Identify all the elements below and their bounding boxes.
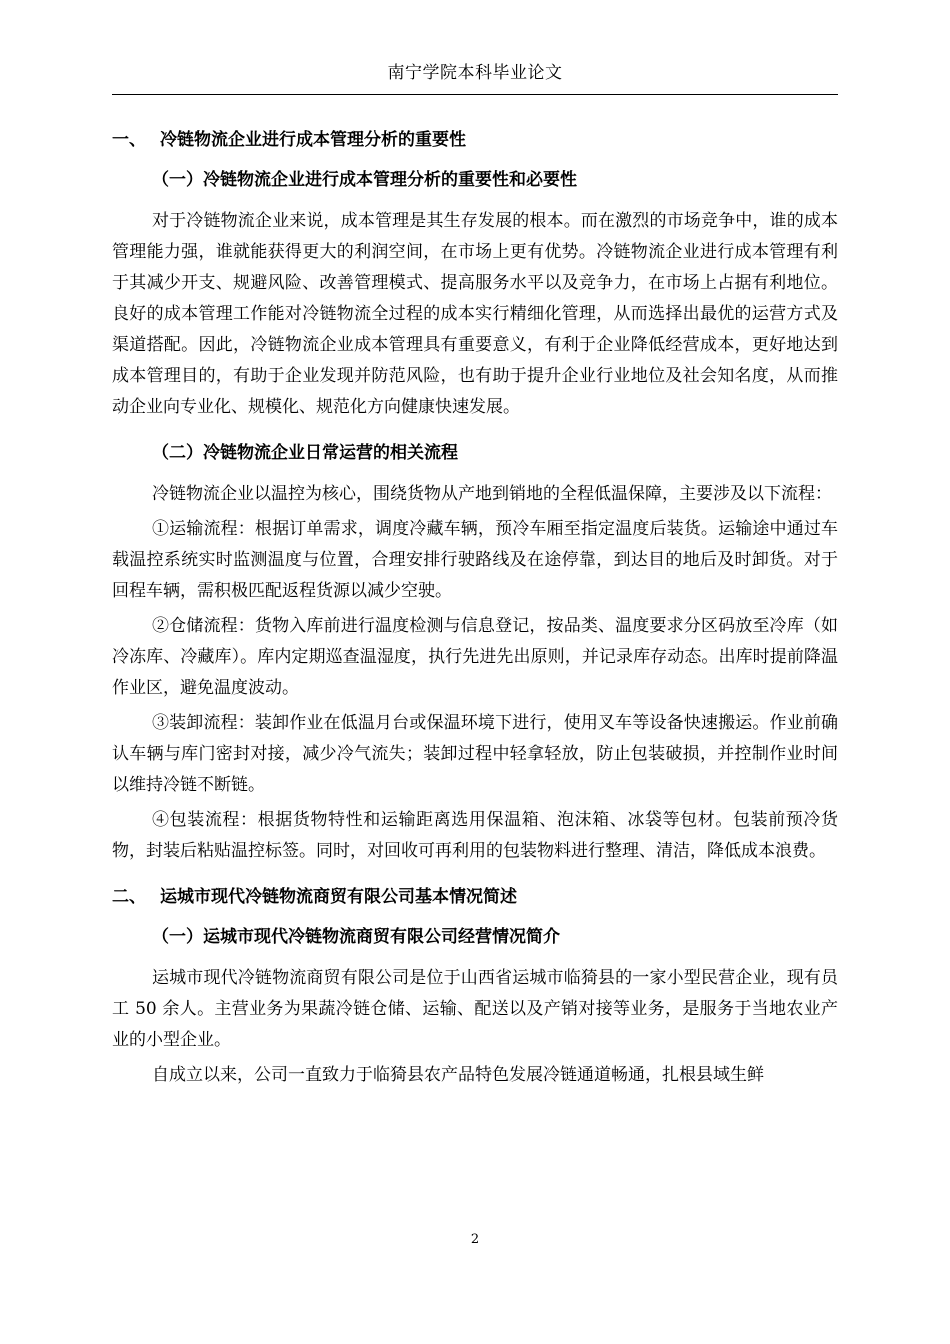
section-title: 冷链物流企业进行成本管理分析的重要性	[160, 130, 466, 150]
section-title: 运城市现代冷链物流商贸有限公司基本情况简述	[160, 887, 517, 907]
page-number: 2	[470, 1232, 480, 1247]
list-item-loading: ③装卸流程：装卸作业在低温月台或保温环境下进行，使用叉车等设备快速搬运。作业前确认车辆与库门密封对接，减少冷气流失；装卸过程中轻拿轻放，防止包装破损，并控制作业时间以维持冷链不断链。	[112, 713, 838, 795]
paragraph: 自成立以来，公司一直致力于临猗县农产品特色发展冷链通道畅通，扎根县域生鲜	[152, 1065, 764, 1085]
header-divider	[112, 94, 838, 95]
subsection-heading-1-2: （二）冷链物流企业日常运营的相关流程	[152, 443, 458, 463]
paragraph: 冷链物流企业以温控为核心，围绕货物从产地到销地的全程低温保障，主要涉及以下流程：	[152, 484, 832, 504]
page-header-title: 南宁学院本科毕业论文	[387, 63, 563, 83]
list-item-warehousing: ②仓储流程：货物入库前进行温度检测与信息登记，按品类、温度要求分区码放至冷库（如冷冻库、冷藏库）。库内定期巡查温湿度，执行先进先出原则，并记录库存动态。出库时提前降温作业区，避免温度波动。	[112, 616, 838, 698]
subsection-heading-1-1: （一）冷链物流企业进行成本管理分析的重要性和必要性	[152, 170, 577, 190]
paragraph: 对于冷链物流企业来说，成本管理是其生存发展的根本。而在激烈的市场竞争中，谁的成本管理能力强，谁就能获得更大的利润空间，在市场上更有优势。冷链物流企业进行成本管理有利于其减少开支、规避风险、改善管理模式、提高服务水平以及竞争力，在市场上占据有利地位。良好的成本管理工作能对冷链物流全过程的成本实行精细化管理，从而选择出最优的运营方式及渠道搭配。因此，冷链物流企业成本管理具有重要意义，有利于企业降低经营成本，更好地达到成本管理目的，有助于企业发现并防范风险，也有助于提升企业行业地位及社会知名度，从而推动企业向专业化、规模化、规范化方向健康快速发展。	[112, 211, 838, 417]
section-heading-2	[112, 883, 838, 911]
document-body	[112, 126, 838, 1095]
section-number: 二、	[112, 887, 146, 907]
section-heading-1	[112, 126, 838, 154]
list-item-packaging: ④包装流程：根据货物特性和运输距离选用保温箱、泡沫箱、冰袋等包材。包装前预冷货物，封装后粘贴温控标签。同时，对回收可再利用的包装物料进行整理、清洁，降低成本浪费。	[112, 810, 838, 861]
paragraph: 运城市现代冷链物流商贸有限公司是位于山西省运城市临猗县的一家小型民营企业，现有员工 50 余人。主营业务为果蔬冷链仓储、运输、配送以及产销对接等业务，是服务于当地农业产业的小型企业。	[112, 968, 838, 1050]
subsection-heading-2-1: （一）运城市现代冷链物流商贸有限公司经营情况简介	[152, 927, 560, 947]
list-item-transport: ①运输流程：根据订单需求，调度冷藏车辆，预冷车厢至指定温度后装货。运输途中通过车载温控系统实时监测温度与位置，合理安排行驶路线及在途停靠，到达目的地后及时卸货。对于回程车辆，需积极匹配返程货源以减少空驶。	[112, 519, 838, 601]
section-number: 一、	[112, 130, 146, 150]
